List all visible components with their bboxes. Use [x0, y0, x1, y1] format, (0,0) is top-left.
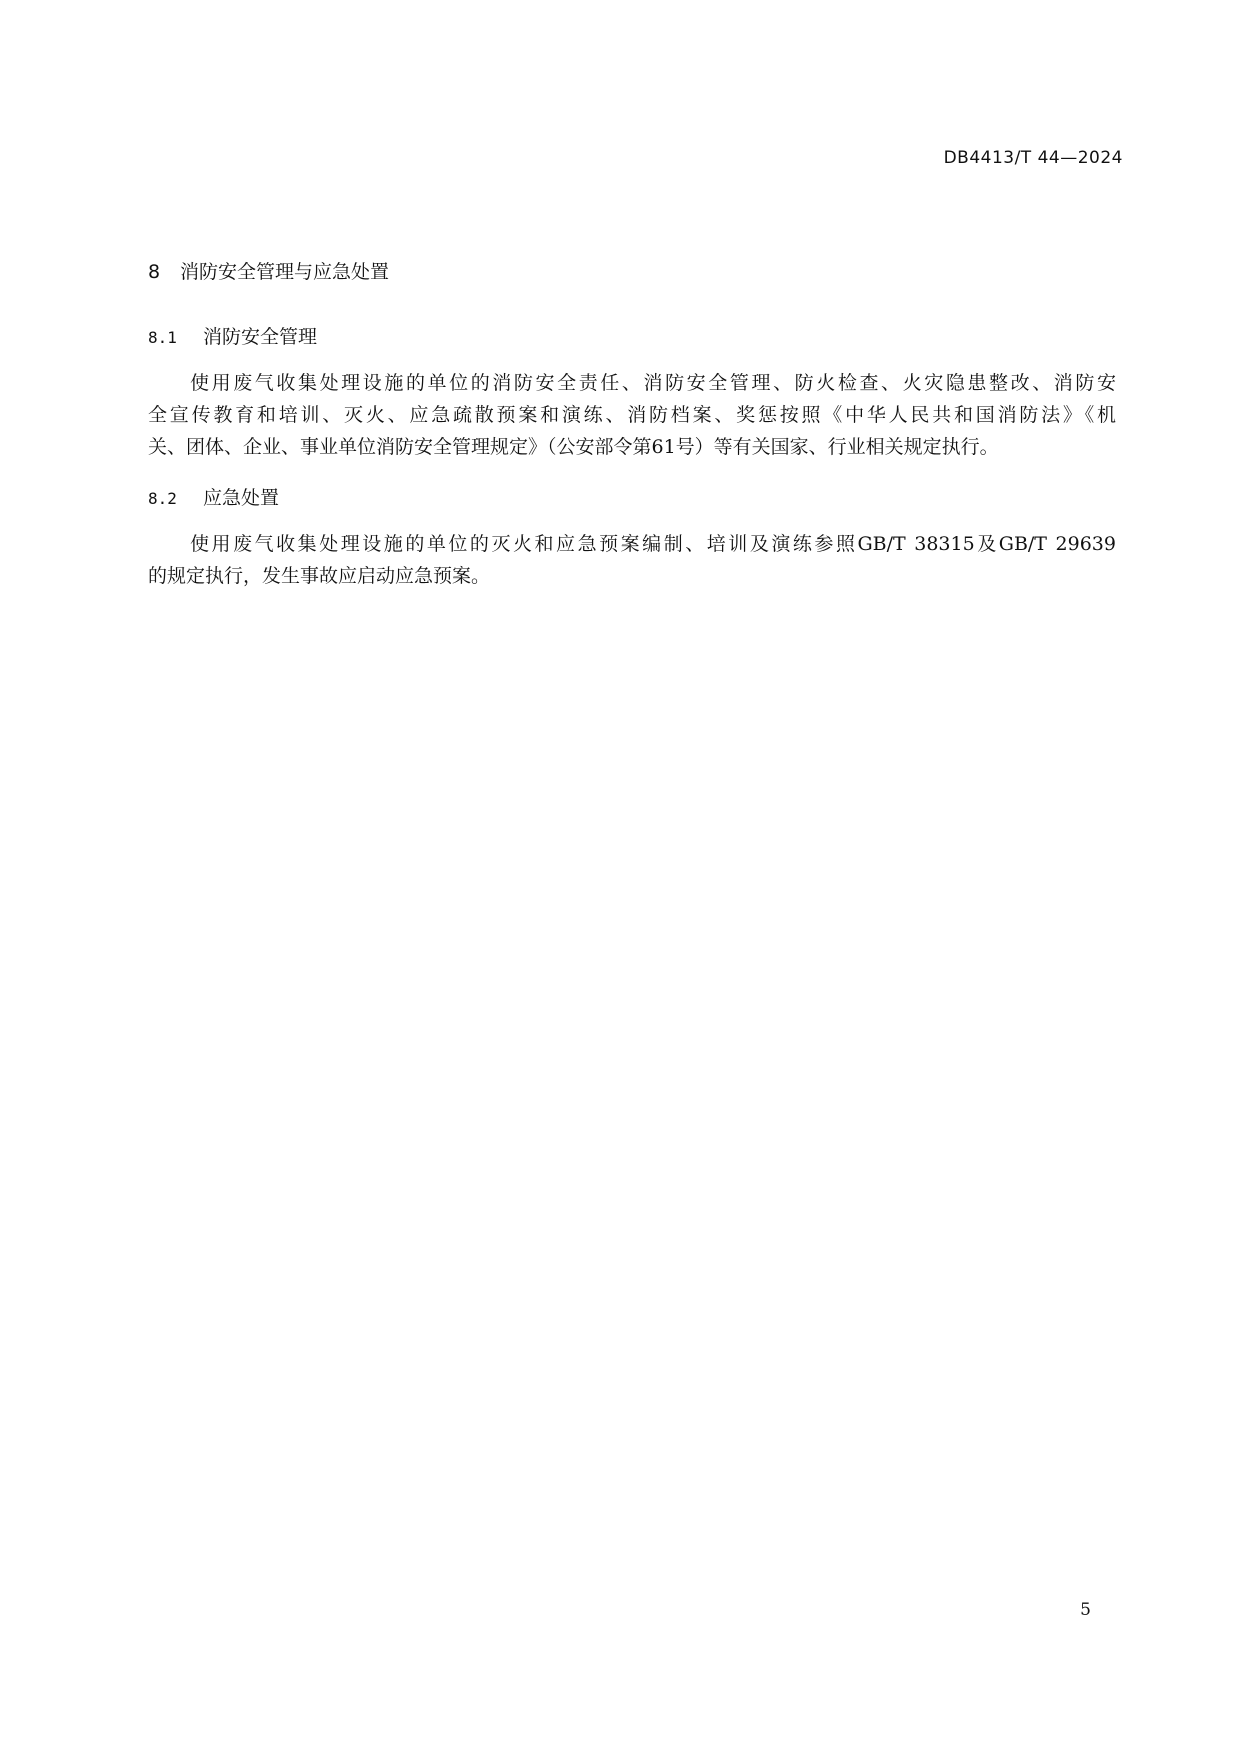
section-number: 8: [148, 261, 161, 283]
page-number: 5: [1080, 1600, 1091, 1620]
subsection-heading-8-1: [148, 322, 317, 349]
subsection-heading-8-2: [148, 483, 279, 510]
paragraph-emergency-response: [148, 528, 1116, 592]
subsection-title: 应急处置: [203, 487, 280, 509]
paragraph-line: 关、团体、企业、事业单位消防安全管理规定》（公安部令第61号）等有关国家、行业相关规定执行。: [148, 436, 999, 458]
paragraph-line: 全宣传教育和培训、灭火、应急疏散预案和演练、消防档案、奖惩按照《中华人民共和国消防法》《机: [148, 404, 1116, 426]
paragraph-line: 使用废气收集处理设施的单位的消防安全责任、消防安全管理、防火检查、火灾隐患整改、消防安: [190, 372, 1116, 394]
subsection-number: 8.2: [148, 489, 177, 508]
section-title: 消防安全管理与应急处置: [180, 261, 390, 283]
section-heading: [148, 257, 389, 284]
subsection-number: 8.1: [148, 328, 177, 347]
paragraph-line: 使用废气收集处理设施的单位的灭火和应急预案编制、培训及演练参照GB/T 38315及GB/T 29639: [190, 533, 1116, 555]
paragraph-fire-safety-management: [148, 367, 1116, 463]
paragraph-line: 的规定执行，发生事故应启动应急预案。: [148, 565, 491, 587]
subsection-title: 消防安全管理: [203, 326, 318, 348]
standard-code: DB4413/T 44—2024: [943, 148, 1123, 168]
